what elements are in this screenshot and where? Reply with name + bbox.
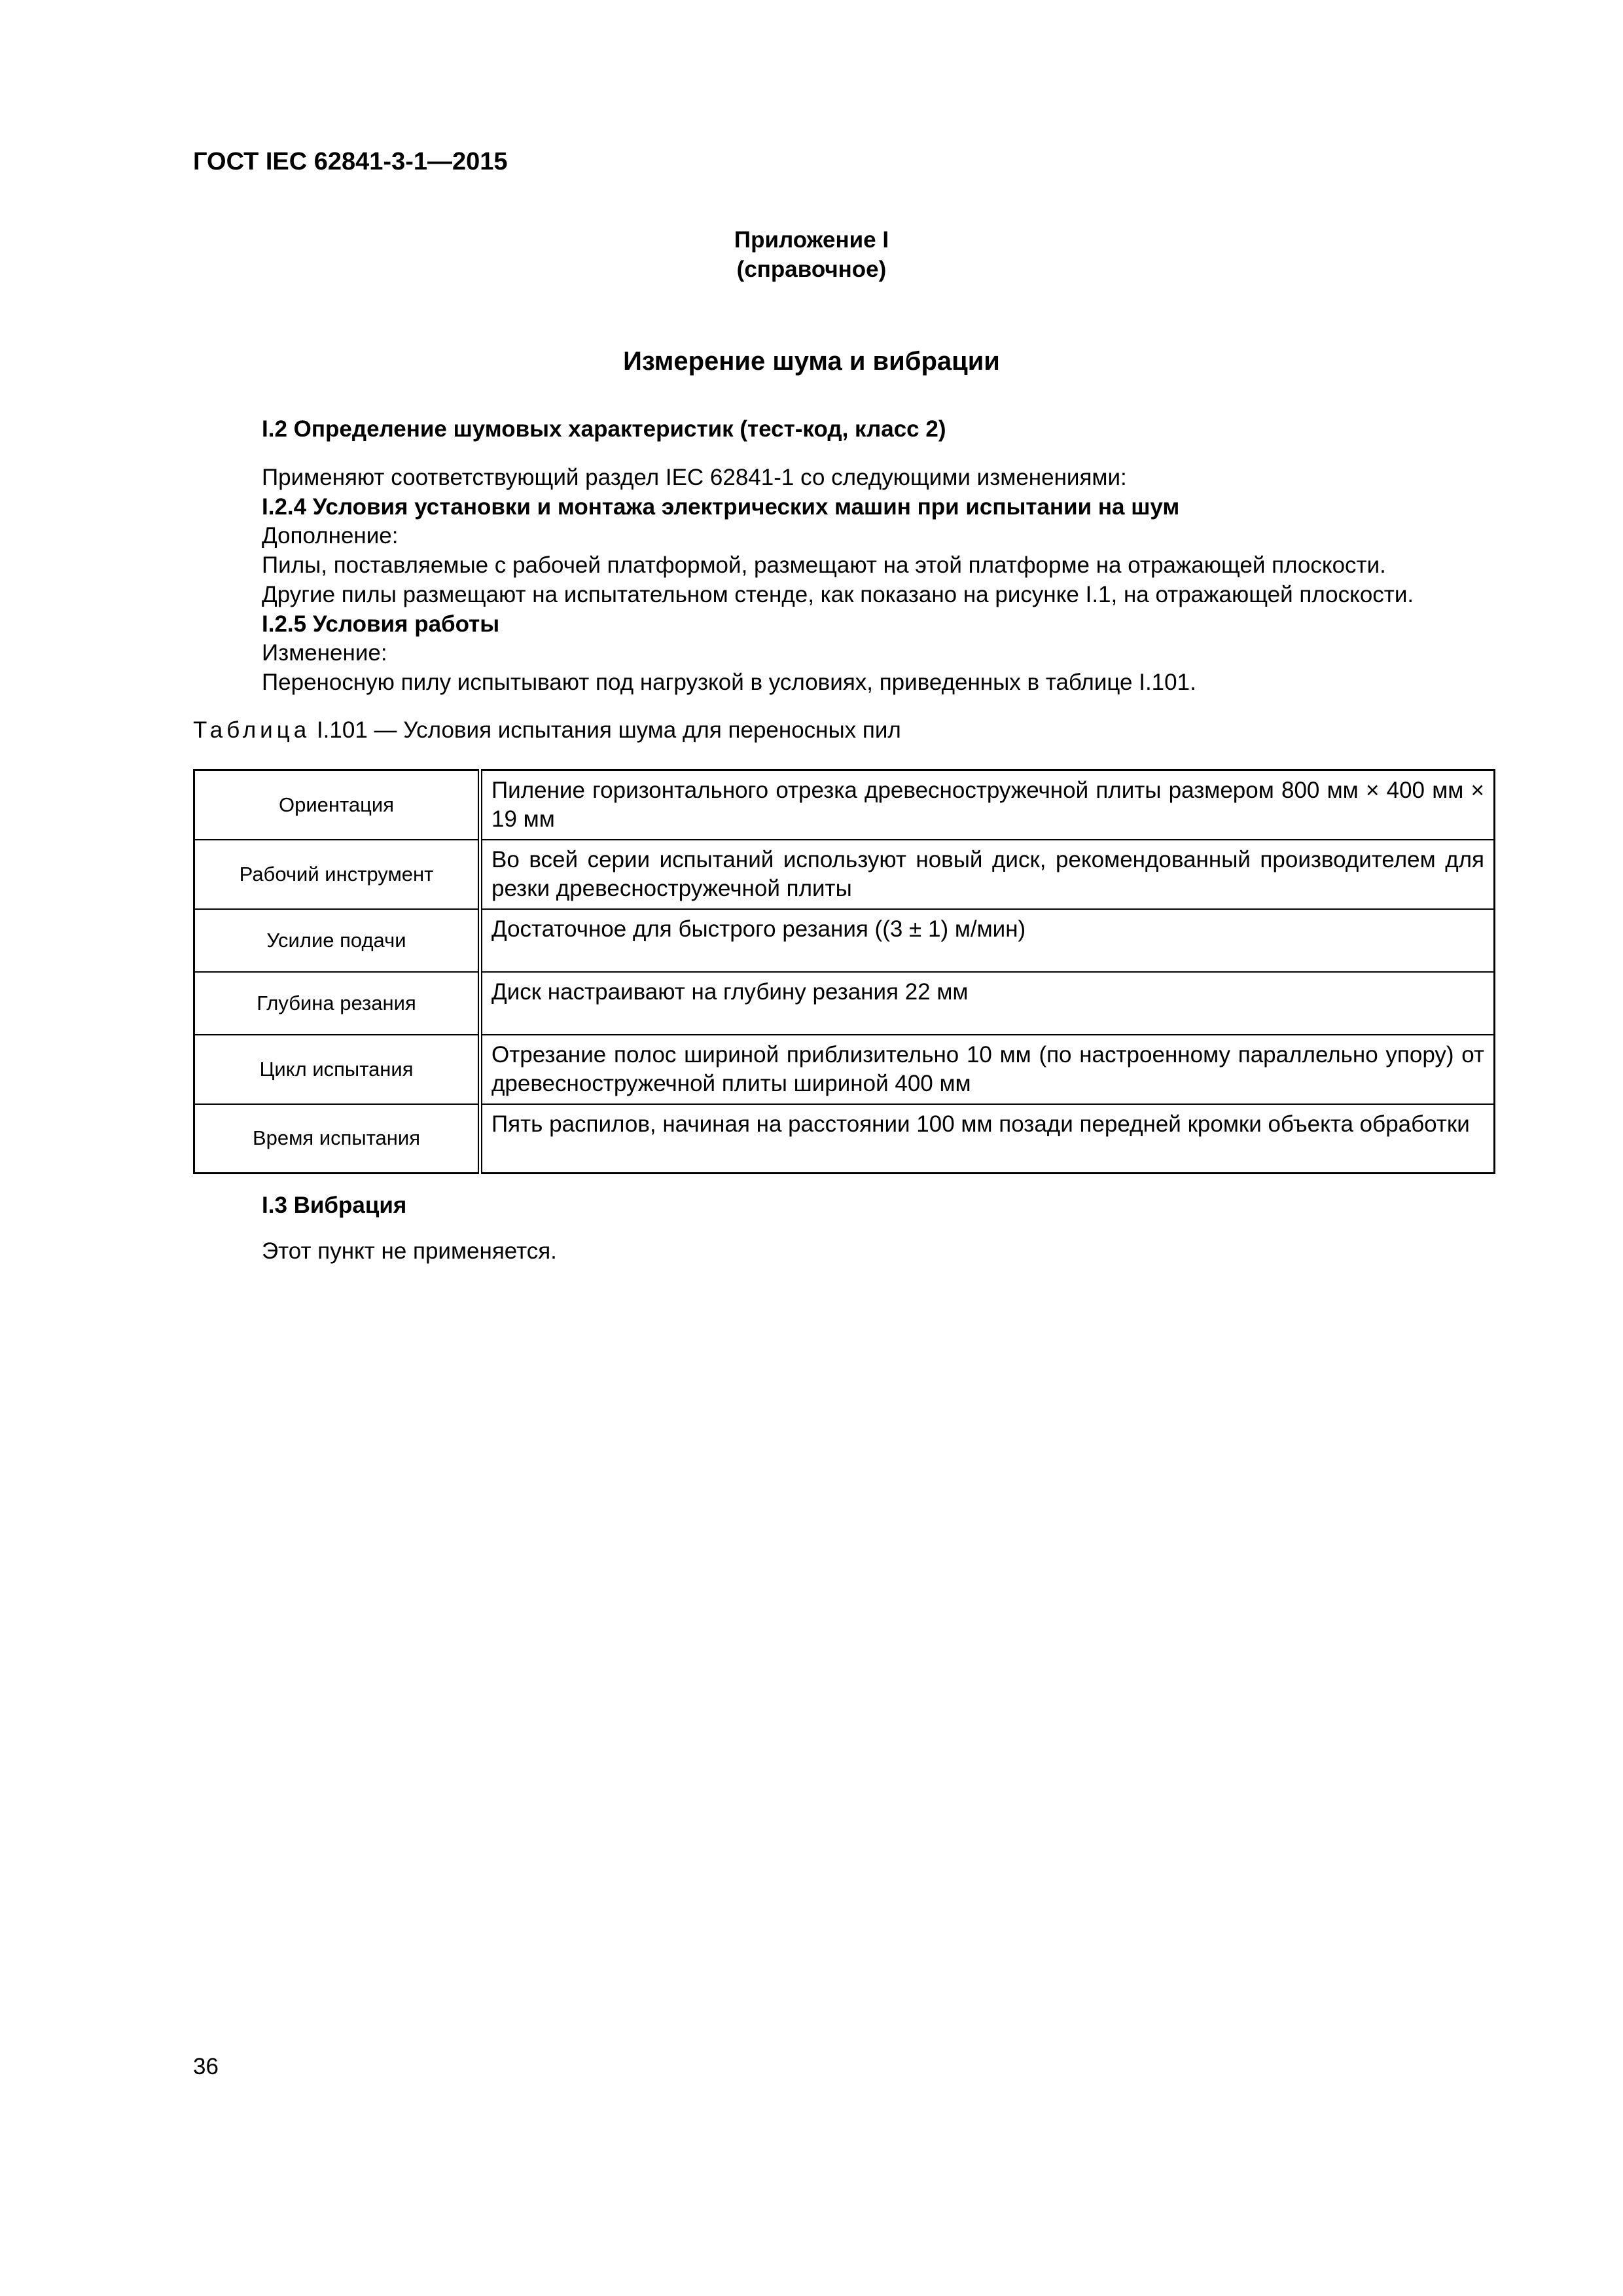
table-caption-text: I.101 — Условия испытания шума для переносных пил [310,717,901,743]
subsection-i25-change-label: Изменение: [262,640,387,666]
section-i3-heading: I.3 Вибрация [262,1193,407,1218]
document-code: ГОСТ IEC 62841-3-1—2015 [193,148,508,175]
table-param-cell: Глубина резания [194,972,480,1035]
table-value-cell: Пять распилов, начиная на расстоянии 100 мм позади передней кромки объекта обработки [480,1104,1495,1174]
table-row [194,1035,1495,1104]
table-value-cell: Во всей серии испытаний используют новый диск, рекомендованный производителем для резки древесностружечной плиты [480,840,1495,909]
table-param-cell: Рабочий инструмент [194,840,480,909]
subsection-i24-line-2: Другие пилы размещают на испытательном стенде, как показано на рисунке I.1, на отражающей плоскости. [262,581,1414,607]
table-caption [193,717,901,744]
subsection-i24-heading: I.2.4 Условия установки и монтажа электрических машин при испытании на шум [262,493,1180,520]
section-i2-heading: I.2 Определение шумовых характеристик (тест-код, класс 2) [262,416,946,442]
appendix-heading [589,225,1034,284]
appendix-type: (справочное) [736,257,887,282]
subsection-i24-change-label: Дополнение: [262,523,399,549]
table-param-cell: Время испытания [194,1104,480,1174]
table-caption-word: Таблица [193,717,311,743]
table-row [194,972,1495,1035]
subsection-i25-heading: I.2.5 Условия работы [262,611,500,637]
table-value-cell: Пиление горизонтального отрезка древесностружечной плиты размером 800 мм × 400 мм × 19 мм [480,770,1495,840]
table-value-cell: Достаточное для быстрого резания ((3 ± 1) м/мин) [480,909,1495,972]
table-param-cell: Ориентация [194,770,480,840]
table-param-cell: Цикл испытания [194,1035,480,1104]
table-row [194,909,1495,972]
table-value-cell: Отрезание полос шириной приблизительно 10 мм (по настроенному параллельно упору) от древесностружечной плиты шириной 400 мм [480,1035,1495,1104]
test-conditions-table [193,769,1495,1174]
page-number: 36 [193,2054,219,2079]
section-i3-text: Этот пункт не применяется. [262,1238,557,1264]
appendix-title: Измерение шума и вибрации [623,347,1000,376]
section-i2-intro: Применяют соответствующий раздел IEC 62841-1 со следующими изменениями: [262,465,1127,490]
section-i2-body [262,463,1505,698]
table-param-cell: Усилие подачи [194,909,480,972]
subsection-i24-line-1: Пилы, поставляемые с рабочей платформой, размещают на этой платформе на отражающей плоскости. [262,552,1386,579]
table-row [194,1104,1495,1174]
table-value-cell: Диск настраивают на глубину резания 22 мм [480,972,1495,1035]
table-row [194,770,1495,840]
table-row [194,840,1495,909]
appendix-label: Приложение I [734,227,889,253]
subsection-i25-line-1: Переносную пилу испытывают под нагрузкой в условиях, приведенных в таблице I.101. [262,669,1196,695]
